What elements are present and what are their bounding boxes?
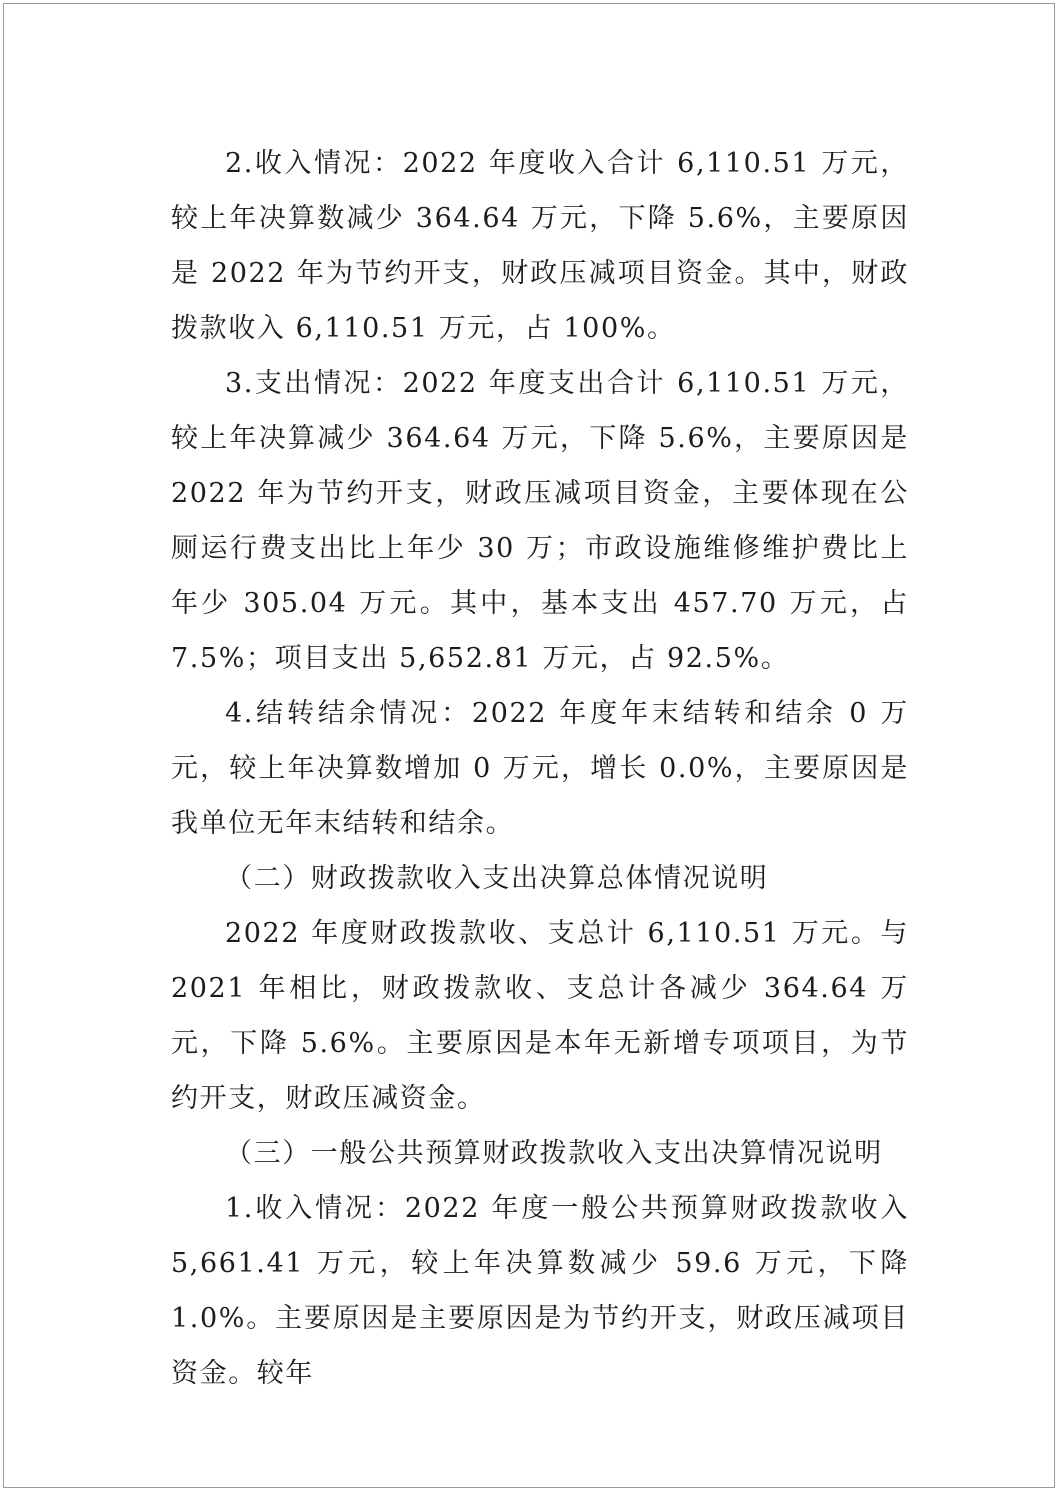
paragraph-carryover: 4.结转结余情况：2022 年度年末结转和结余 0 万元，较上年决算数增加 0 万元，增长 0.0%，主要原因是我单位无年末结转和结余。	[171, 698, 909, 839]
document-page	[3, 3, 1055, 1488]
section-heading-2: （二）财政拨款收入支出决算总体情况说明	[225, 863, 769, 894]
section-heading-3: （三）一般公共预算财政拨款收入支出决算情况说明	[225, 1138, 883, 1169]
document-body	[171, 136, 909, 1401]
paragraph-fiscal-total: 2022 年度财政拨款收、支总计 6,110.51 万元。与 2021 年相比，财政拨款收、支总计各减少 364.64 万元，下降 5.6%。主要原因是本年无新增专项项目，为节约开支，财政压减资金。	[171, 918, 909, 1114]
paragraph-income: 2.收入情况：2022 年度收入合计 6,110.51 万元，较上年决算数减少 364.64 万元，下降 5.6%，主要原因是 2022 年为节约开支，财政压减项目资金。其中，财政拨款收入 6,110.51 万元，占 100%。	[171, 148, 909, 344]
paragraph-general-budget-income: 1.收入情况：2022 年度一般公共预算财政拨款收入 5,661.41 万元，较上年决算数减少 59.6 万元，下降 1.0%。主要原因是主要原因是为节约开支，财政压减项目资金。较年	[171, 1193, 909, 1389]
paragraph-expenditure: 3.支出情况：2022 年度支出合计 6,110.51 万元，较上年决算减少 364.64 万元，下降 5.6%，主要原因是 2022 年为节约开支，财政压减项目资金，主要体现在公厕运行费支出比上年少 30 万；市政设施维修维护费比上年少 305.04 万元。其中，基本支出 457.70 万元，占 7.5%；项目支出 5,652.81 万元，占 92.5%。	[171, 368, 909, 674]
